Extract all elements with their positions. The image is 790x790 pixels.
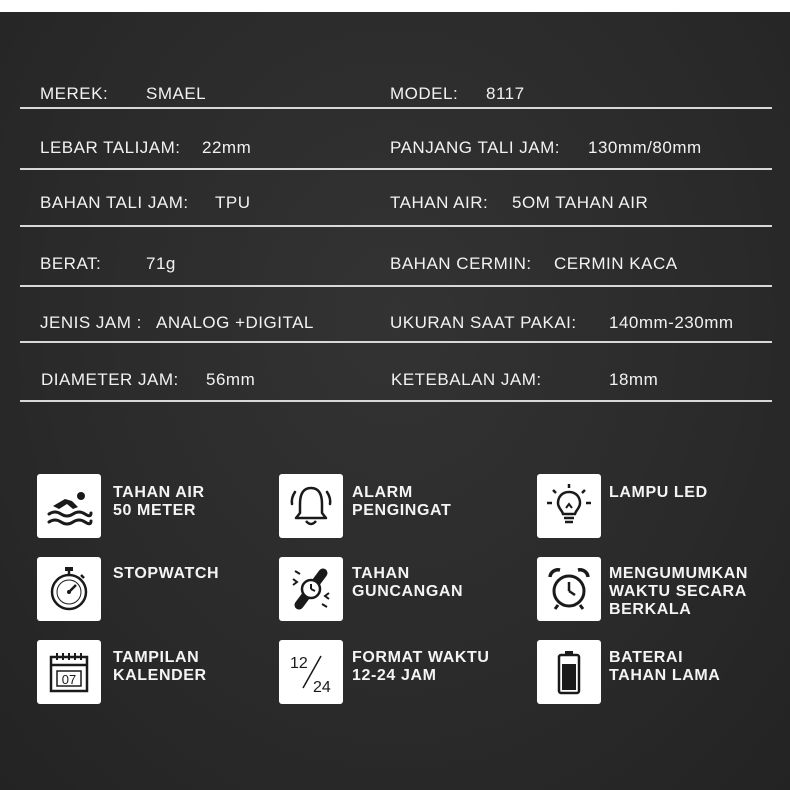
spec-label: JENIS JAM : (40, 313, 142, 332)
calendar-day-text: 07 (61, 672, 77, 687)
spec-label: PANJANG TALI JAM: (390, 138, 561, 157)
feature-label (609, 565, 748, 619)
spec-label: LEBAR TALIJAM: (40, 138, 181, 157)
feature-line-2: WAKTU SECARA (609, 583, 747, 600)
spec-label: MODEL: (390, 84, 459, 103)
light-bulb-icon (545, 482, 593, 530)
spec-label: KETEBALAN JAM: (391, 370, 542, 389)
spec-value: CERMIN KACA (554, 254, 678, 273)
feature-label (113, 565, 219, 583)
spec-label: TAHAN AIR: (390, 193, 489, 212)
spec-value: 8117 (486, 84, 525, 103)
feature-line-2: GUNCANGAN (352, 583, 464, 600)
stopwatch-icon (45, 565, 93, 613)
icon-tile (37, 474, 101, 538)
feature-label (609, 649, 720, 685)
feature-line-2: PENGINGAT (352, 502, 452, 519)
feature-line-1: TAHAN AIR (113, 484, 205, 501)
spec-label: MEREK: (40, 84, 109, 103)
feature-line-1: MENGUMUMKAN (609, 565, 749, 582)
feature-line-1: ALARM (352, 484, 413, 501)
spec-value: ANALOG +DIGITAL (156, 313, 314, 332)
feature-line-2: KALENDER (113, 667, 207, 684)
feature-line-2: 12-24 JAM (352, 667, 437, 684)
feature-label (352, 649, 490, 685)
spec-row (20, 138, 772, 168)
feature-line-2: 50 METER (113, 502, 197, 519)
feature-line-1: BATERAI (609, 649, 684, 666)
spec-label: BERAT: (40, 254, 102, 273)
top-white-band (0, 0, 790, 12)
divider-line (20, 341, 772, 343)
spec-label: BAHAN CERMIN: (390, 254, 532, 273)
spec-label: DIAMETER JAM: (41, 370, 179, 389)
alarm-clock-icon (545, 565, 593, 613)
divider-line (20, 285, 772, 287)
spec-value: 18mm (609, 370, 659, 389)
spec-value: 56mm (206, 370, 256, 389)
divider-line (20, 168, 772, 170)
spec-value: TPU (215, 193, 251, 212)
spec-row (20, 370, 772, 400)
feature-line-1: TAHAN (352, 565, 410, 582)
feature-line-1: LAMPU LED (609, 484, 708, 501)
format-top-text: 12 (290, 655, 308, 672)
spec-value: 130mm/80mm (588, 138, 702, 157)
swimming-icon (45, 482, 93, 530)
icon-tile (279, 474, 343, 538)
spec-value: 71g (146, 254, 176, 273)
spec-row (20, 254, 772, 284)
feature-label (352, 565, 463, 601)
battery-icon (545, 648, 593, 696)
icon-tile (537, 640, 601, 704)
feature-label (113, 484, 205, 520)
format-bottom-text: 24 (313, 679, 331, 696)
feature-line-1: FORMAT WAKTU (352, 649, 490, 666)
spec-label: BAHAN TALI JAM: (40, 193, 189, 212)
icon-tile (279, 640, 343, 704)
icon-tile (279, 557, 343, 621)
icon-tile (537, 557, 601, 621)
feature-line-3: BERKALA (609, 601, 692, 618)
spec-value: 5OM TAHAN AIR (512, 193, 649, 212)
feature-line-2: TAHAN LAMA (609, 667, 721, 684)
feature-label (113, 649, 207, 685)
feature-label (609, 484, 708, 502)
spec-row (20, 193, 772, 223)
spec-value: 22mm (202, 138, 252, 157)
feature-line-1: STOPWATCH (113, 565, 220, 582)
calendar-icon (45, 648, 93, 696)
icon-tile (37, 640, 101, 704)
divider-line (20, 225, 772, 227)
spec-value: SMAEL (146, 84, 207, 103)
divider-line (20, 107, 772, 109)
spec-row (20, 84, 772, 114)
spec-label: UKURAN SAAT PAKAI: (390, 313, 577, 332)
time-format-icon (287, 648, 335, 696)
icon-tile (537, 474, 601, 538)
spec-row (20, 313, 772, 343)
divider-line (20, 400, 772, 402)
spec-value: 140mm-230mm (609, 313, 734, 332)
feature-label (352, 484, 451, 520)
shockproof-watch-icon (287, 565, 335, 613)
icon-tile (37, 557, 101, 621)
feature-line-1: TAMPILAN (113, 649, 200, 666)
alarm-bell-icon (287, 482, 335, 530)
